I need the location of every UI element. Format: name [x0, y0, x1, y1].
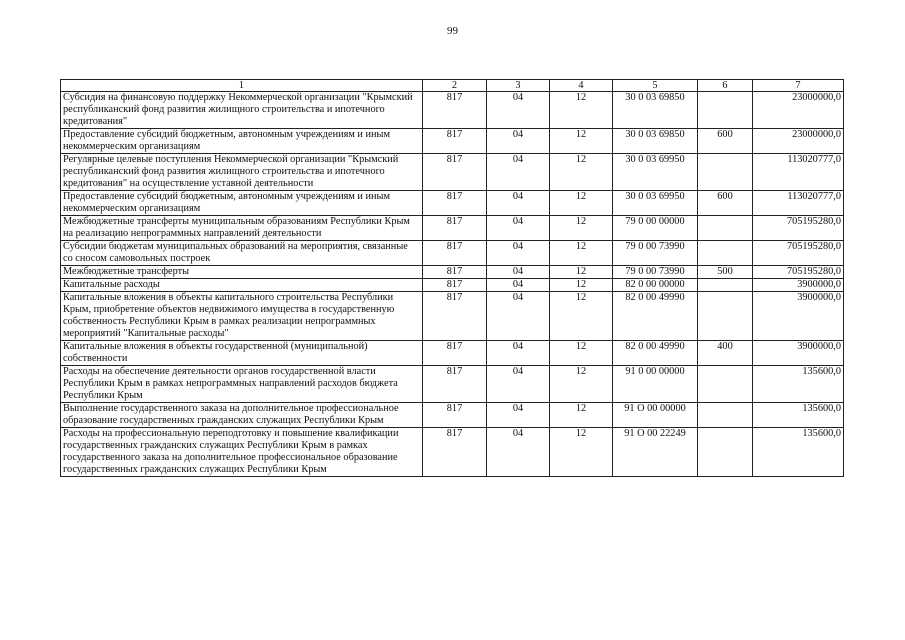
- row-target-article: 30 0 03 69850: [613, 92, 698, 129]
- row-name: Расходы на профессиональную переподготовку и повышение квалификации государственных гражданских служащих Республики Крым в рамках государственного заказа на дополнительное профессиональное образование государственных гражданских служащих Республики Крым: [61, 428, 423, 477]
- row-name: Межбюджетные трансферты муниципальным образованиям Республики Крым на реализацию непрограммных направлений деятельности: [61, 216, 423, 241]
- row-subsection-code: 12: [550, 191, 613, 216]
- row-subsection-code: 12: [550, 403, 613, 428]
- row-expense-type: [698, 154, 753, 191]
- row-name: Капитальные вложения в объекты капитального строительства Республики Крым, приобретение объектов недвижимого имущества в государственную собственность Республики Крым в рамках реализации непрограммных мероприятий "Капитальные расходы": [61, 292, 423, 341]
- page-number: 99: [447, 25, 458, 37]
- row-section-code: 04: [487, 279, 550, 292]
- row-name: Предоставление субсидий бюджетным, автономным учреждениям и иным некоммерческим организациям: [61, 129, 423, 154]
- row-target-article: 30 0 03 69950: [613, 154, 698, 191]
- row-subsection-code: 12: [550, 366, 613, 403]
- row-section-code: 04: [487, 241, 550, 266]
- row-subsection-code: 12: [550, 216, 613, 241]
- row-name: Межбюджетные трансферты: [61, 266, 423, 279]
- row-amount: 135600,0: [753, 403, 844, 428]
- row-amount: 705195280,0: [753, 266, 844, 279]
- table-row: [61, 366, 844, 403]
- row-amount: 113020777,0: [753, 154, 844, 191]
- row-expense-type: [698, 92, 753, 129]
- row-name: Предоставление субсидий бюджетным, автономным учреждениям и иным некоммерческим организациям: [61, 191, 423, 216]
- row-section-code: 04: [487, 92, 550, 129]
- row-ministry-code: 817: [423, 129, 487, 154]
- row-ministry-code: 817: [423, 279, 487, 292]
- row-section-code: 04: [487, 129, 550, 154]
- row-ministry-code: 817: [423, 266, 487, 279]
- row-amount: 705195280,0: [753, 216, 844, 241]
- row-ministry-code: 817: [423, 341, 487, 366]
- row-target-article: 91 О 00 22249: [613, 428, 698, 477]
- row-section-code: 04: [487, 216, 550, 241]
- header-col-6: 6: [698, 80, 753, 92]
- row-subsection-code: 12: [550, 241, 613, 266]
- row-target-article: 79 0 00 73990: [613, 266, 698, 279]
- table-row: [61, 129, 844, 154]
- row-target-article: 30 0 03 69950: [613, 191, 698, 216]
- row-subsection-code: 12: [550, 279, 613, 292]
- row-subsection-code: 12: [550, 129, 613, 154]
- row-amount: 113020777,0: [753, 191, 844, 216]
- row-subsection-code: 12: [550, 292, 613, 341]
- table-row: [61, 241, 844, 266]
- row-subsection-code: 12: [550, 428, 613, 477]
- row-amount: 135600,0: [753, 428, 844, 477]
- row-expense-type: [698, 292, 753, 341]
- header-col-3: 3: [487, 80, 550, 92]
- row-name: Субсидия на финансовую поддержку Некоммерческой организации "Крымский республиканский фонд развития жилищного строительства и ипотечного кредитования": [61, 92, 423, 129]
- row-expense-type: [698, 403, 753, 428]
- header-col-2: 2: [423, 80, 487, 92]
- row-section-code: 04: [487, 292, 550, 341]
- table-row: [61, 266, 844, 279]
- row-amount: 3900000,0: [753, 341, 844, 366]
- row-ministry-code: 817: [423, 428, 487, 477]
- row-section-code: 04: [487, 403, 550, 428]
- header-row: [61, 80, 844, 92]
- row-ministry-code: 817: [423, 241, 487, 266]
- row-name: Регулярные целевые поступления Некоммерческой организации "Крымский республиканский фонд развития жилищного строительства и ипотечного кредитования" на осуществление уставной деятельности: [61, 154, 423, 191]
- table-row: [61, 403, 844, 428]
- row-ministry-code: 817: [423, 366, 487, 403]
- table-row: [61, 92, 844, 129]
- row-expense-type: [698, 366, 753, 403]
- row-name: Субсидии бюджетам муниципальных образований на мероприятия, связанные со сносом самовольных построек: [61, 241, 423, 266]
- row-amount: 23000000,0: [753, 129, 844, 154]
- row-target-article: 82 0 00 49990: [613, 341, 698, 366]
- header-col-1: 1: [61, 80, 423, 92]
- row-expense-type: [698, 241, 753, 266]
- row-expense-type: 400: [698, 341, 753, 366]
- table-row: [61, 279, 844, 292]
- header-col-4: 4: [550, 80, 613, 92]
- row-section-code: 04: [487, 154, 550, 191]
- row-name: Расходы на обеспечение деятельности органов государственной власти Республики Крым в рамках непрограммных направлений расходов бюджета Республики Крым: [61, 366, 423, 403]
- row-ministry-code: 817: [423, 216, 487, 241]
- table-row: [61, 341, 844, 366]
- row-expense-type: [698, 428, 753, 477]
- row-target-article: 82 0 00 00000: [613, 279, 698, 292]
- row-amount: 23000000,0: [753, 92, 844, 129]
- row-expense-type: [698, 216, 753, 241]
- row-name: Выполнение государственного заказа на дополнительное профессиональное образование государственных гражданских служащих Республики Крым: [61, 403, 423, 428]
- row-ministry-code: 817: [423, 292, 487, 341]
- row-ministry-code: 817: [423, 154, 487, 191]
- row-target-article: 82 0 00 49990: [613, 292, 698, 341]
- table-row: [61, 216, 844, 241]
- row-subsection-code: 12: [550, 341, 613, 366]
- row-expense-type: 600: [698, 129, 753, 154]
- row-section-code: 04: [487, 341, 550, 366]
- row-name: Капитальные вложения в объекты государственной (муниципальной) собственности: [61, 341, 423, 366]
- table-row: [61, 428, 844, 477]
- row-ministry-code: 817: [423, 191, 487, 216]
- table-row: [61, 292, 844, 341]
- row-amount: 3900000,0: [753, 279, 844, 292]
- row-section-code: 04: [487, 428, 550, 477]
- header-col-7: 7: [753, 80, 844, 92]
- header-col-5: 5: [613, 80, 698, 92]
- row-subsection-code: 12: [550, 266, 613, 279]
- row-expense-type: 600: [698, 191, 753, 216]
- row-ministry-code: 817: [423, 92, 487, 129]
- row-section-code: 04: [487, 191, 550, 216]
- table-row: [61, 191, 844, 216]
- row-ministry-code: 817: [423, 403, 487, 428]
- row-section-code: 04: [487, 266, 550, 279]
- row-target-article: 30 0 03 69850: [613, 129, 698, 154]
- row-name: Капитальные расходы: [61, 279, 423, 292]
- row-target-article: 91 О 00 00000: [613, 403, 698, 428]
- budget-table: [60, 79, 844, 477]
- row-amount: 705195280,0: [753, 241, 844, 266]
- row-amount: 135600,0: [753, 366, 844, 403]
- table-row: [61, 154, 844, 191]
- row-subsection-code: 12: [550, 92, 613, 129]
- row-expense-type: 500: [698, 266, 753, 279]
- row-section-code: 04: [487, 366, 550, 403]
- row-target-article: 79 0 00 73990: [613, 241, 698, 266]
- row-target-article: 91 0 00 00000: [613, 366, 698, 403]
- row-subsection-code: 12: [550, 154, 613, 191]
- row-expense-type: [698, 279, 753, 292]
- row-target-article: 79 0 00 00000: [613, 216, 698, 241]
- row-amount: 3900000,0: [753, 292, 844, 341]
